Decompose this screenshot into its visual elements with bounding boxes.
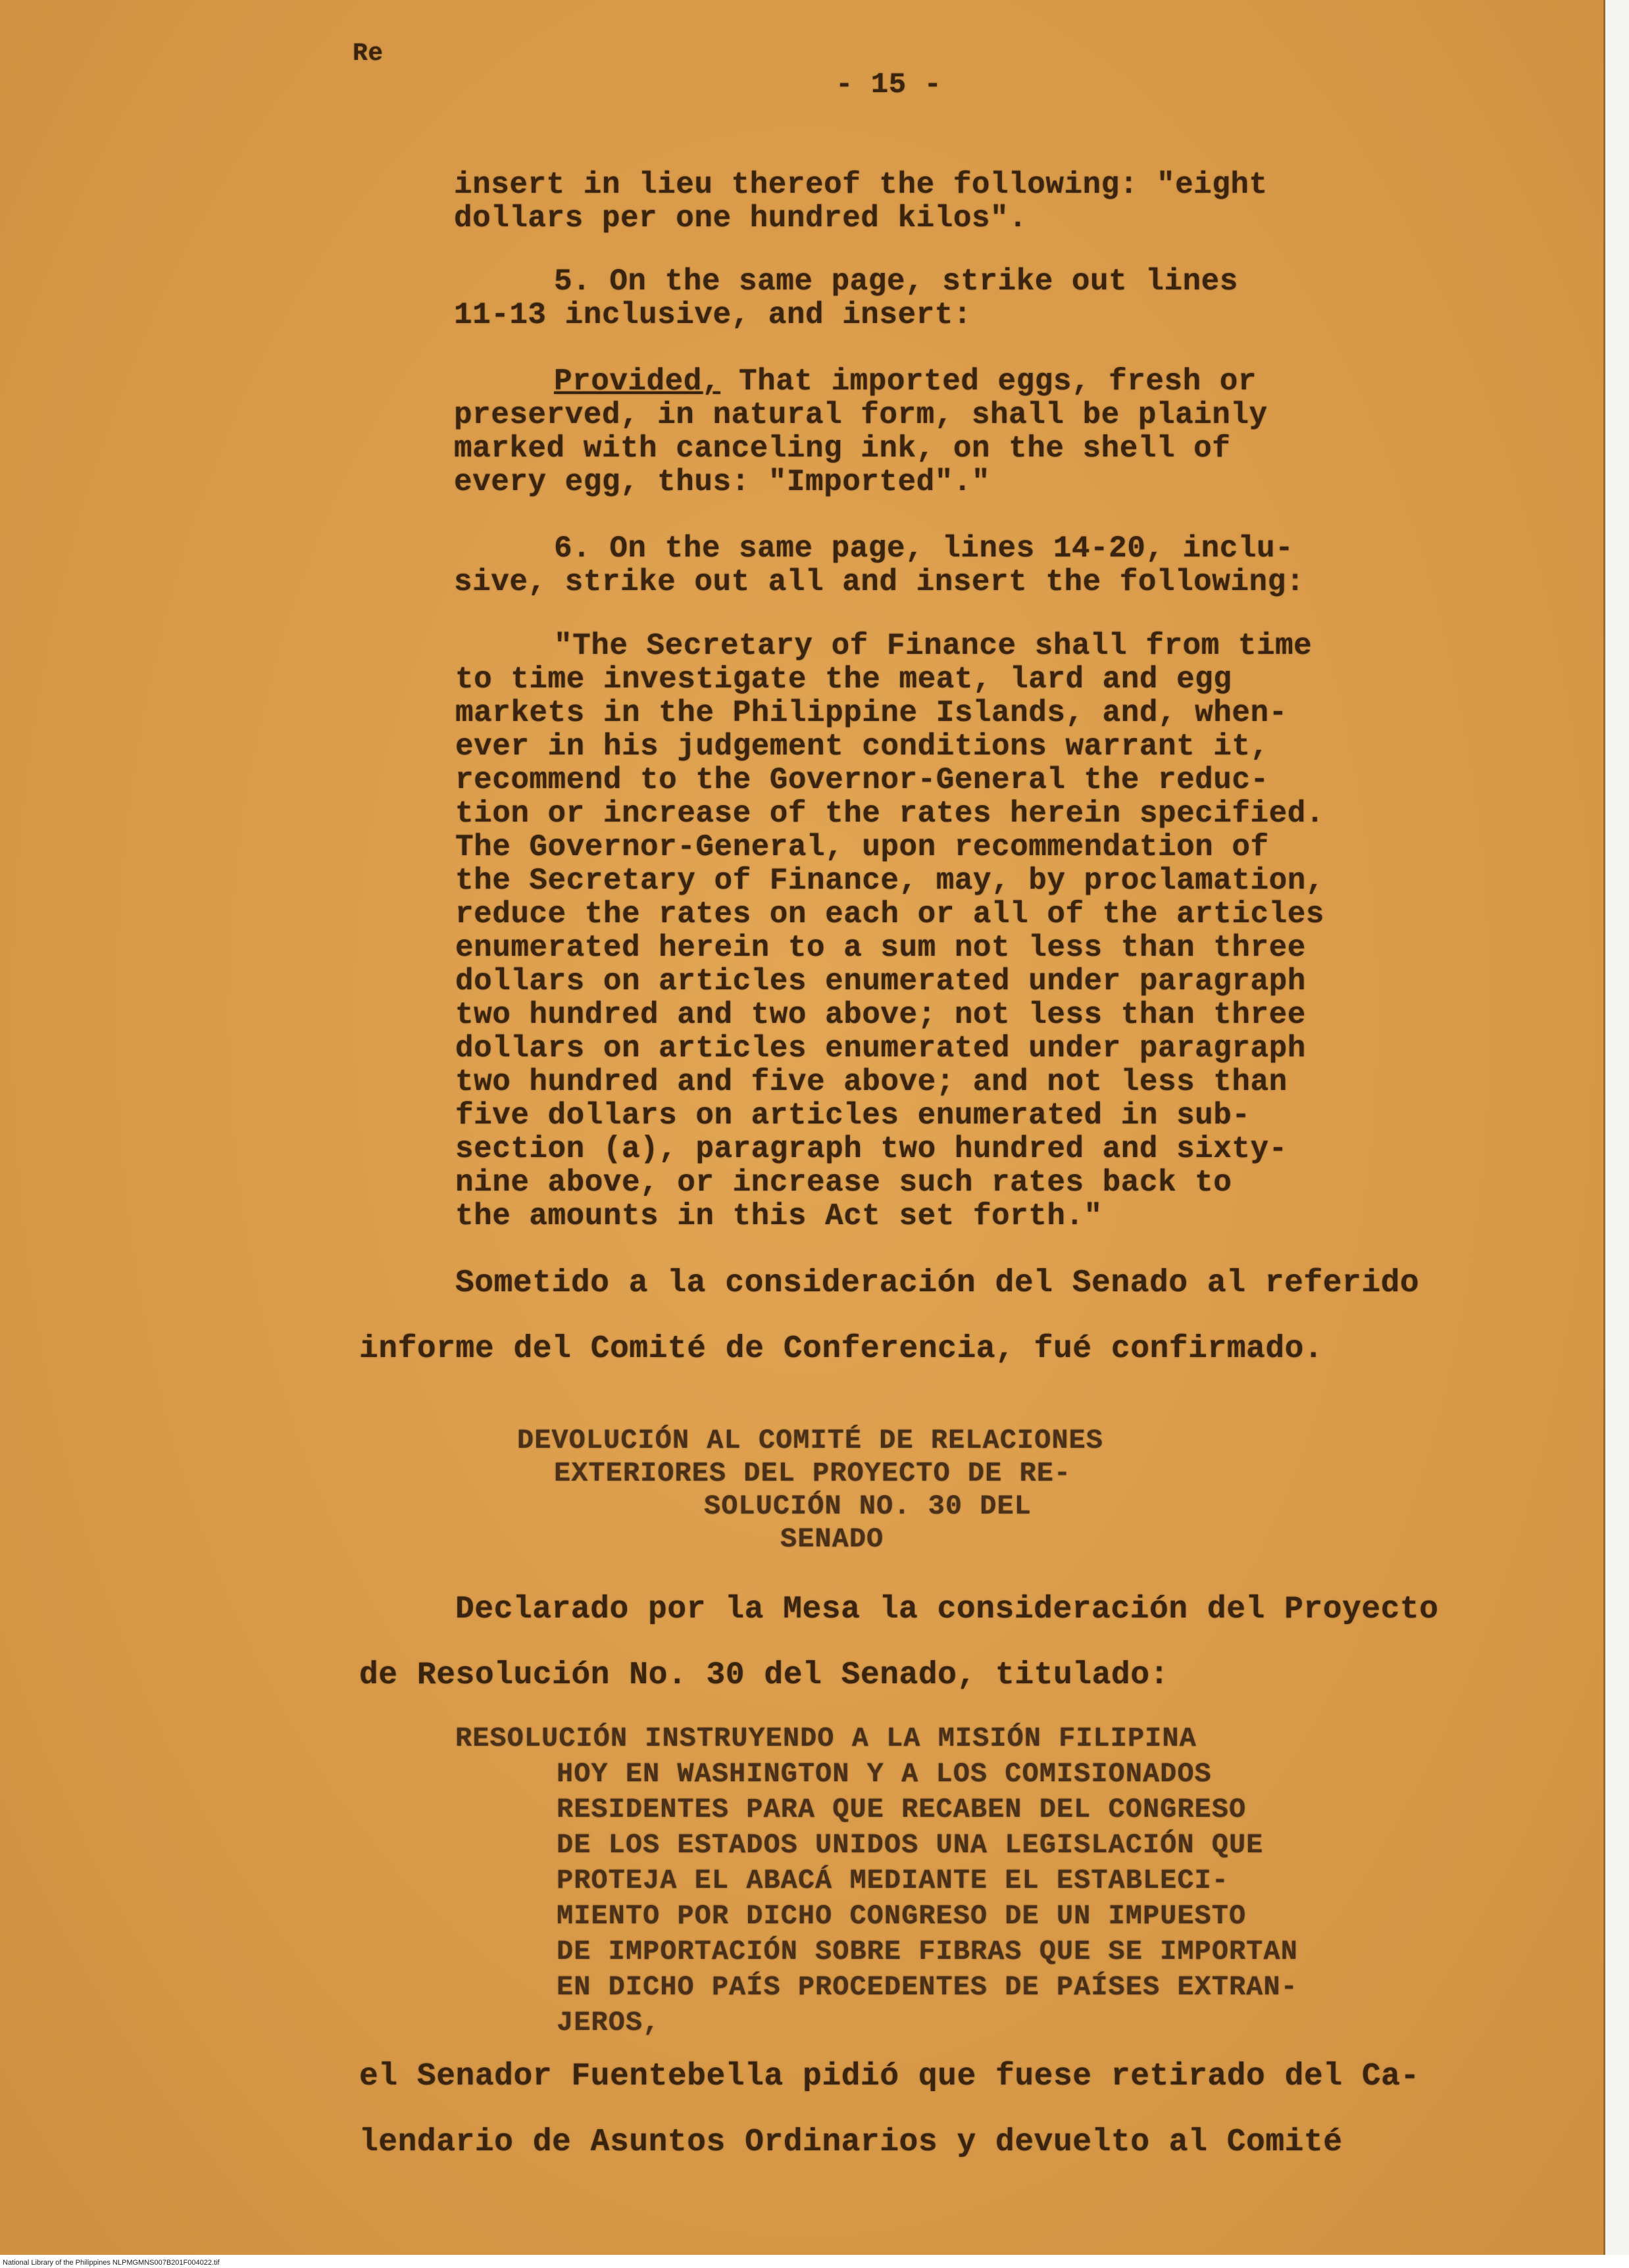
section-heading-line: SOLUCIÓN NO. 30 DEL bbox=[704, 1491, 1032, 1522]
proviso-line-2: preserved, in natural form, shall be plainly bbox=[454, 398, 1268, 432]
quoted-line: The Governor-General, upon recommendation of bbox=[455, 830, 1269, 864]
resolution-title-line: JEROS, bbox=[557, 2007, 661, 2038]
resolution-title-line: HOY EN WASHINGTON Y A LOS COMISIONADOS bbox=[557, 1758, 1212, 1790]
confirmation-line-1: Sometido a la consideración del Senado al referido bbox=[455, 1266, 1420, 1301]
section-heading-line: EXTERIORES DEL PROYECTO DE RE- bbox=[554, 1458, 1072, 1489]
quoted-line: tion or increase of the rates herein specified. bbox=[455, 797, 1324, 831]
amendment-6-line-1: 6. On the same page, lines 14-20, inclu- bbox=[554, 531, 1294, 566]
proviso-emphasis: Provided, bbox=[554, 364, 720, 399]
proviso-text: That imported eggs, fresh or bbox=[720, 364, 1257, 399]
resolution-title-line: RESOLUCIÓN INSTRUYENDO A LA MISIÓN FILIPINA bbox=[455, 1723, 1197, 1754]
closing-line-1: el Senador Fuentebella pidió que fuese retirado del Ca- bbox=[359, 2059, 1420, 2094]
quoted-line: enumerated herein to a sum not less than three bbox=[455, 931, 1306, 965]
proviso-line-3: marked with canceling ink, on the shell of bbox=[454, 431, 1231, 466]
quoted-line: dollars on articles enumerated under paragraph bbox=[455, 964, 1306, 998]
scan-edge-strip bbox=[1603, 0, 1629, 2268]
quoted-line: nine above, or increase such rates back to bbox=[455, 1166, 1232, 1200]
closing-line-2: lendario de Asuntos Ordinarios y devuelto al Comité bbox=[359, 2125, 1343, 2160]
confirmation-line-2: informe del Comité de Conferencia, fué confirmado. bbox=[359, 1331, 1324, 1367]
scan-footer-text: National Library of the Philippines NLPMGMNS007B201F004022.tif bbox=[3, 2259, 220, 2267]
quoted-line: reduce the rates on each or all of the articles bbox=[455, 897, 1324, 931]
quoted-line: dollars on articles enumerated under paragraph bbox=[455, 1031, 1306, 1066]
proviso-line-1 bbox=[554, 365, 1257, 399]
resolution-title-line: DE IMPORTACIÓN SOBRE FIBRAS QUE SE IMPORTAN bbox=[557, 1936, 1298, 1967]
resolution-title-line: PROTEJA EL ABACÁ MEDIANTE EL ESTABLECI- bbox=[557, 1865, 1229, 1896]
amendment-6-line-2: sive, strike out all and insert the following: bbox=[454, 565, 1305, 599]
quoted-line: recommend to the Governor-General the reduc- bbox=[455, 763, 1269, 797]
quoted-line: the Secretary of Finance, may, by proclamation, bbox=[455, 864, 1324, 898]
quoted-line: "The Secretary of Finance shall from time bbox=[554, 629, 1313, 663]
page-number: - 15 - bbox=[836, 68, 942, 101]
declaration-line-1: Declarado por la Mesa la consideración del Proyecto bbox=[455, 1592, 1439, 1627]
quoted-line: ever in his judgement conditions warrant it, bbox=[455, 729, 1269, 764]
section-heading-line: SENADO bbox=[780, 1523, 884, 1555]
amendment-4-line-2: dollars per one hundred kilos". bbox=[454, 201, 1028, 235]
quoted-line: to time investigate the meat, lard and egg bbox=[455, 662, 1232, 697]
declaration-line-2: de Resolución No. 30 del Senado, titulado: bbox=[359, 1658, 1169, 1693]
section-heading-line: DEVOLUCIÓN AL COMITÉ DE RELACIONES bbox=[517, 1425, 1103, 1456]
quoted-line: markets in the Philippine Islands, and, when- bbox=[455, 696, 1288, 730]
resolution-title-line: MIENTO POR DICHO CONGRESO DE UN IMPUESTO bbox=[557, 1900, 1247, 1932]
resolution-title-line: EN DICHO PAÍS PROCEDENTES DE PAÍSES EXTRAN- bbox=[557, 1971, 1298, 2003]
quoted-line: two hundred and five above; and not less than bbox=[455, 1065, 1288, 1099]
scan-footer-bar bbox=[0, 2255, 1629, 2268]
proviso-line-4: every egg, thus: "Imported"." bbox=[454, 465, 991, 499]
quoted-line: two hundred and two above; not less than three bbox=[455, 998, 1306, 1032]
amendment-5-line-2: 11-13 inclusive, and insert: bbox=[454, 298, 972, 332]
corner-mark: Re bbox=[353, 39, 384, 68]
amendment-5-line-1: 5. On the same page, strike out lines bbox=[554, 264, 1238, 299]
resolution-title-line: DE LOS ESTADOS UNIDOS UNA LEGISLACIÓN QUE bbox=[557, 1829, 1264, 1861]
quoted-line: five dollars on articles enumerated in sub- bbox=[455, 1098, 1251, 1133]
quoted-line: section (a), paragraph two hundred and sixty- bbox=[455, 1132, 1288, 1166]
amendment-4-line-1: insert in lieu thereof the following: "eight bbox=[454, 168, 1268, 202]
quoted-line: the amounts in this Act set forth." bbox=[455, 1199, 1103, 1233]
resolution-title-line: RESIDENTES PARA QUE RECABEN DEL CONGRESO bbox=[557, 1794, 1247, 1825]
